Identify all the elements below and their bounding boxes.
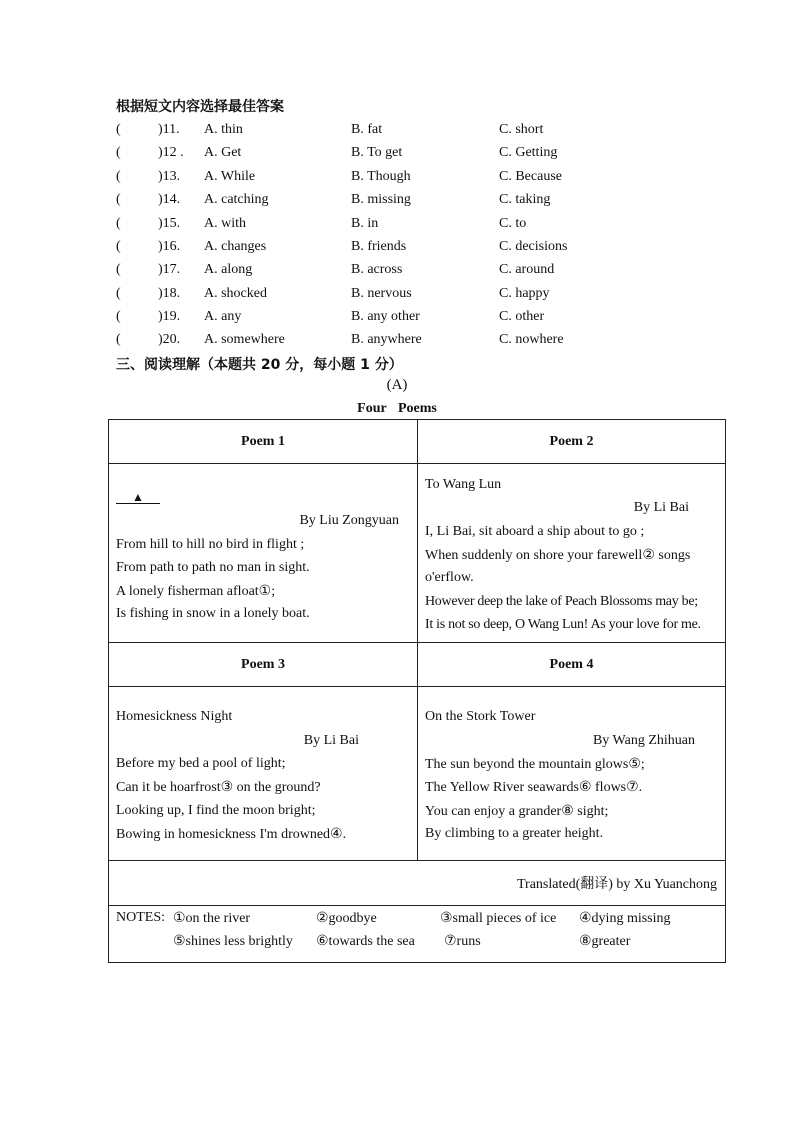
question-row (116, 286, 716, 308)
option-b: B. across (351, 262, 403, 277)
question-number: )19. (158, 309, 181, 324)
poem1-line: A lonely fisherman afloat①; (116, 584, 276, 599)
note-item: ④dying missing (579, 911, 671, 926)
notes-label: NOTES: (116, 910, 165, 925)
question-number: )15. (158, 216, 181, 231)
poem3-author: By Li Bai (303, 733, 359, 748)
question-number: )17. (158, 262, 181, 277)
option-c: C. decisions (499, 239, 568, 254)
question-row (116, 332, 716, 354)
poem2-cell (418, 464, 726, 643)
question-number: )14. (158, 192, 181, 207)
question-row (116, 216, 716, 238)
poem2-line: However deep the lake of Peach Blossoms may be; (425, 594, 698, 609)
poem1-header: Poem 1 (109, 420, 418, 464)
poem2-author: By Li Bai (633, 500, 689, 515)
option-c: C. short (499, 122, 544, 137)
option-c: C. to (499, 216, 527, 231)
note-item: ①on the river (173, 911, 251, 926)
option-b: B. friends (351, 239, 407, 254)
option-a: A. somewhere (204, 332, 285, 347)
poem4-cell (418, 687, 726, 861)
poem3-line: Bowing in homesickness I'm drowned④. (116, 827, 347, 842)
option-a: A. shocked (204, 286, 267, 301)
poem2-line: o'erflow. (425, 570, 474, 585)
poem4-title: On the Stork Tower (425, 709, 536, 724)
poem2-line: When suddenly on shore your farewell② songs (425, 548, 691, 563)
option-c: C. Getting (499, 145, 558, 160)
answer-blank-paren: ( (116, 145, 121, 160)
option-c: C. other (499, 309, 545, 324)
poem4-header: Poem 4 (418, 643, 726, 687)
option-a: A. thin (204, 122, 243, 137)
option-c: C. happy (499, 286, 550, 301)
option-c: C. taking (499, 192, 551, 207)
poems-table (108, 419, 726, 963)
exercise-heading: 根据短文内容选择最佳答案 (116, 99, 284, 115)
question-number: )20. (158, 332, 181, 347)
answer-blank-paren: ( (116, 239, 121, 254)
option-a: A. with (204, 216, 246, 231)
poem4-line: By climbing to a greater height. (425, 826, 604, 841)
question-row (116, 145, 716, 167)
option-b: B. in (351, 216, 379, 231)
option-b: B. fat (351, 122, 383, 137)
title-blank-marker: ▲ (116, 491, 160, 504)
poem3-header: Poem 3 (109, 643, 418, 687)
option-b: B. To get (351, 145, 403, 160)
answer-blank-paren: ( (116, 122, 121, 137)
question-number: )18. (158, 286, 181, 301)
option-b: B. nervous (351, 286, 412, 301)
question-row (116, 122, 716, 144)
question-number: )11. (158, 122, 180, 137)
option-c: C. nowhere (499, 332, 564, 347)
option-a: A. along (204, 262, 253, 277)
poem3-line: Looking up, I find the moon bright; (116, 803, 316, 818)
option-a: A. changes (204, 239, 267, 254)
part-label: (A) (386, 377, 408, 393)
option-b: B. missing (351, 192, 411, 207)
poem4-line: You can enjoy a grander⑧ sight; (425, 804, 609, 819)
question-number: )16. (158, 239, 181, 254)
question-row (116, 192, 716, 214)
option-c: C. around (499, 262, 555, 277)
option-b: B. Though (351, 169, 411, 184)
answer-blank-paren: ( (116, 192, 121, 207)
poem1-line: From path to path no man in sight. (116, 560, 310, 575)
poem3-line: Can it be hoarfrost③ on the ground? (116, 780, 321, 795)
option-b: B. any other (351, 309, 420, 324)
poem2-line: I, Li Bai, sit aboard a ship about to go ; (425, 524, 645, 539)
note-item: ②goodbye (316, 911, 377, 926)
poem1-author: By Liu Zongyuan (299, 513, 399, 528)
poem3-title: Homesickness Night (116, 709, 233, 724)
option-c: C. Because (499, 169, 562, 184)
table-title: Four Poems (357, 401, 437, 416)
poem3-cell (109, 687, 418, 861)
note-item: ③small pieces of ice (440, 911, 557, 926)
answer-blank-paren: ( (116, 332, 121, 347)
notes-cell (109, 906, 726, 963)
option-a: A. Get (204, 145, 242, 160)
translator-credit: Translated(翻译) by Xu Yuanchong (109, 861, 726, 906)
answer-blank-paren: ( (116, 286, 121, 301)
question-number: )13. (158, 169, 181, 184)
option-a: A. any (204, 309, 242, 324)
question-row (116, 239, 716, 261)
poem4-author: By Wang Zhihuan (592, 733, 695, 748)
section-title: 三、阅读理解（本题共 20 分，每小题 1 分） (116, 357, 403, 373)
option-a: A. While (204, 169, 256, 184)
question-row (116, 262, 716, 284)
answer-blank-paren: ( (116, 169, 121, 184)
note-item: ⑧greater (579, 934, 631, 949)
poem2-title: To Wang Lun (425, 477, 502, 492)
poem1-cell (109, 464, 418, 643)
poem4-line: The Yellow River seawards⑥ flows⑦. (425, 780, 643, 795)
option-b: B. anywhere (351, 332, 422, 347)
poem2-header: Poem 2 (418, 420, 726, 464)
poem1-line: Is fishing in snow in a lonely boat. (116, 606, 310, 621)
note-item: ⑦runs (444, 934, 481, 949)
poem4-line: The sun beyond the mountain glows⑤; (425, 757, 645, 772)
answer-blank-paren: ( (116, 309, 121, 324)
question-row (116, 169, 716, 191)
question-row (116, 309, 716, 331)
answer-blank-paren: ( (116, 262, 121, 277)
answer-blank-paren: ( (116, 216, 121, 231)
poem2-line: It is not so deep, O Wang Lun! As your love for me. (425, 617, 701, 632)
question-number: )12 . (158, 145, 184, 160)
poem1-line: From hill to hill no bird in flight ; (116, 537, 305, 552)
note-item: ⑤shines less brightly (173, 934, 293, 949)
option-a: A. catching (204, 192, 269, 207)
poem3-line: Before my bed a pool of light; (116, 756, 286, 771)
note-item: ⑥towards the sea (316, 934, 415, 949)
